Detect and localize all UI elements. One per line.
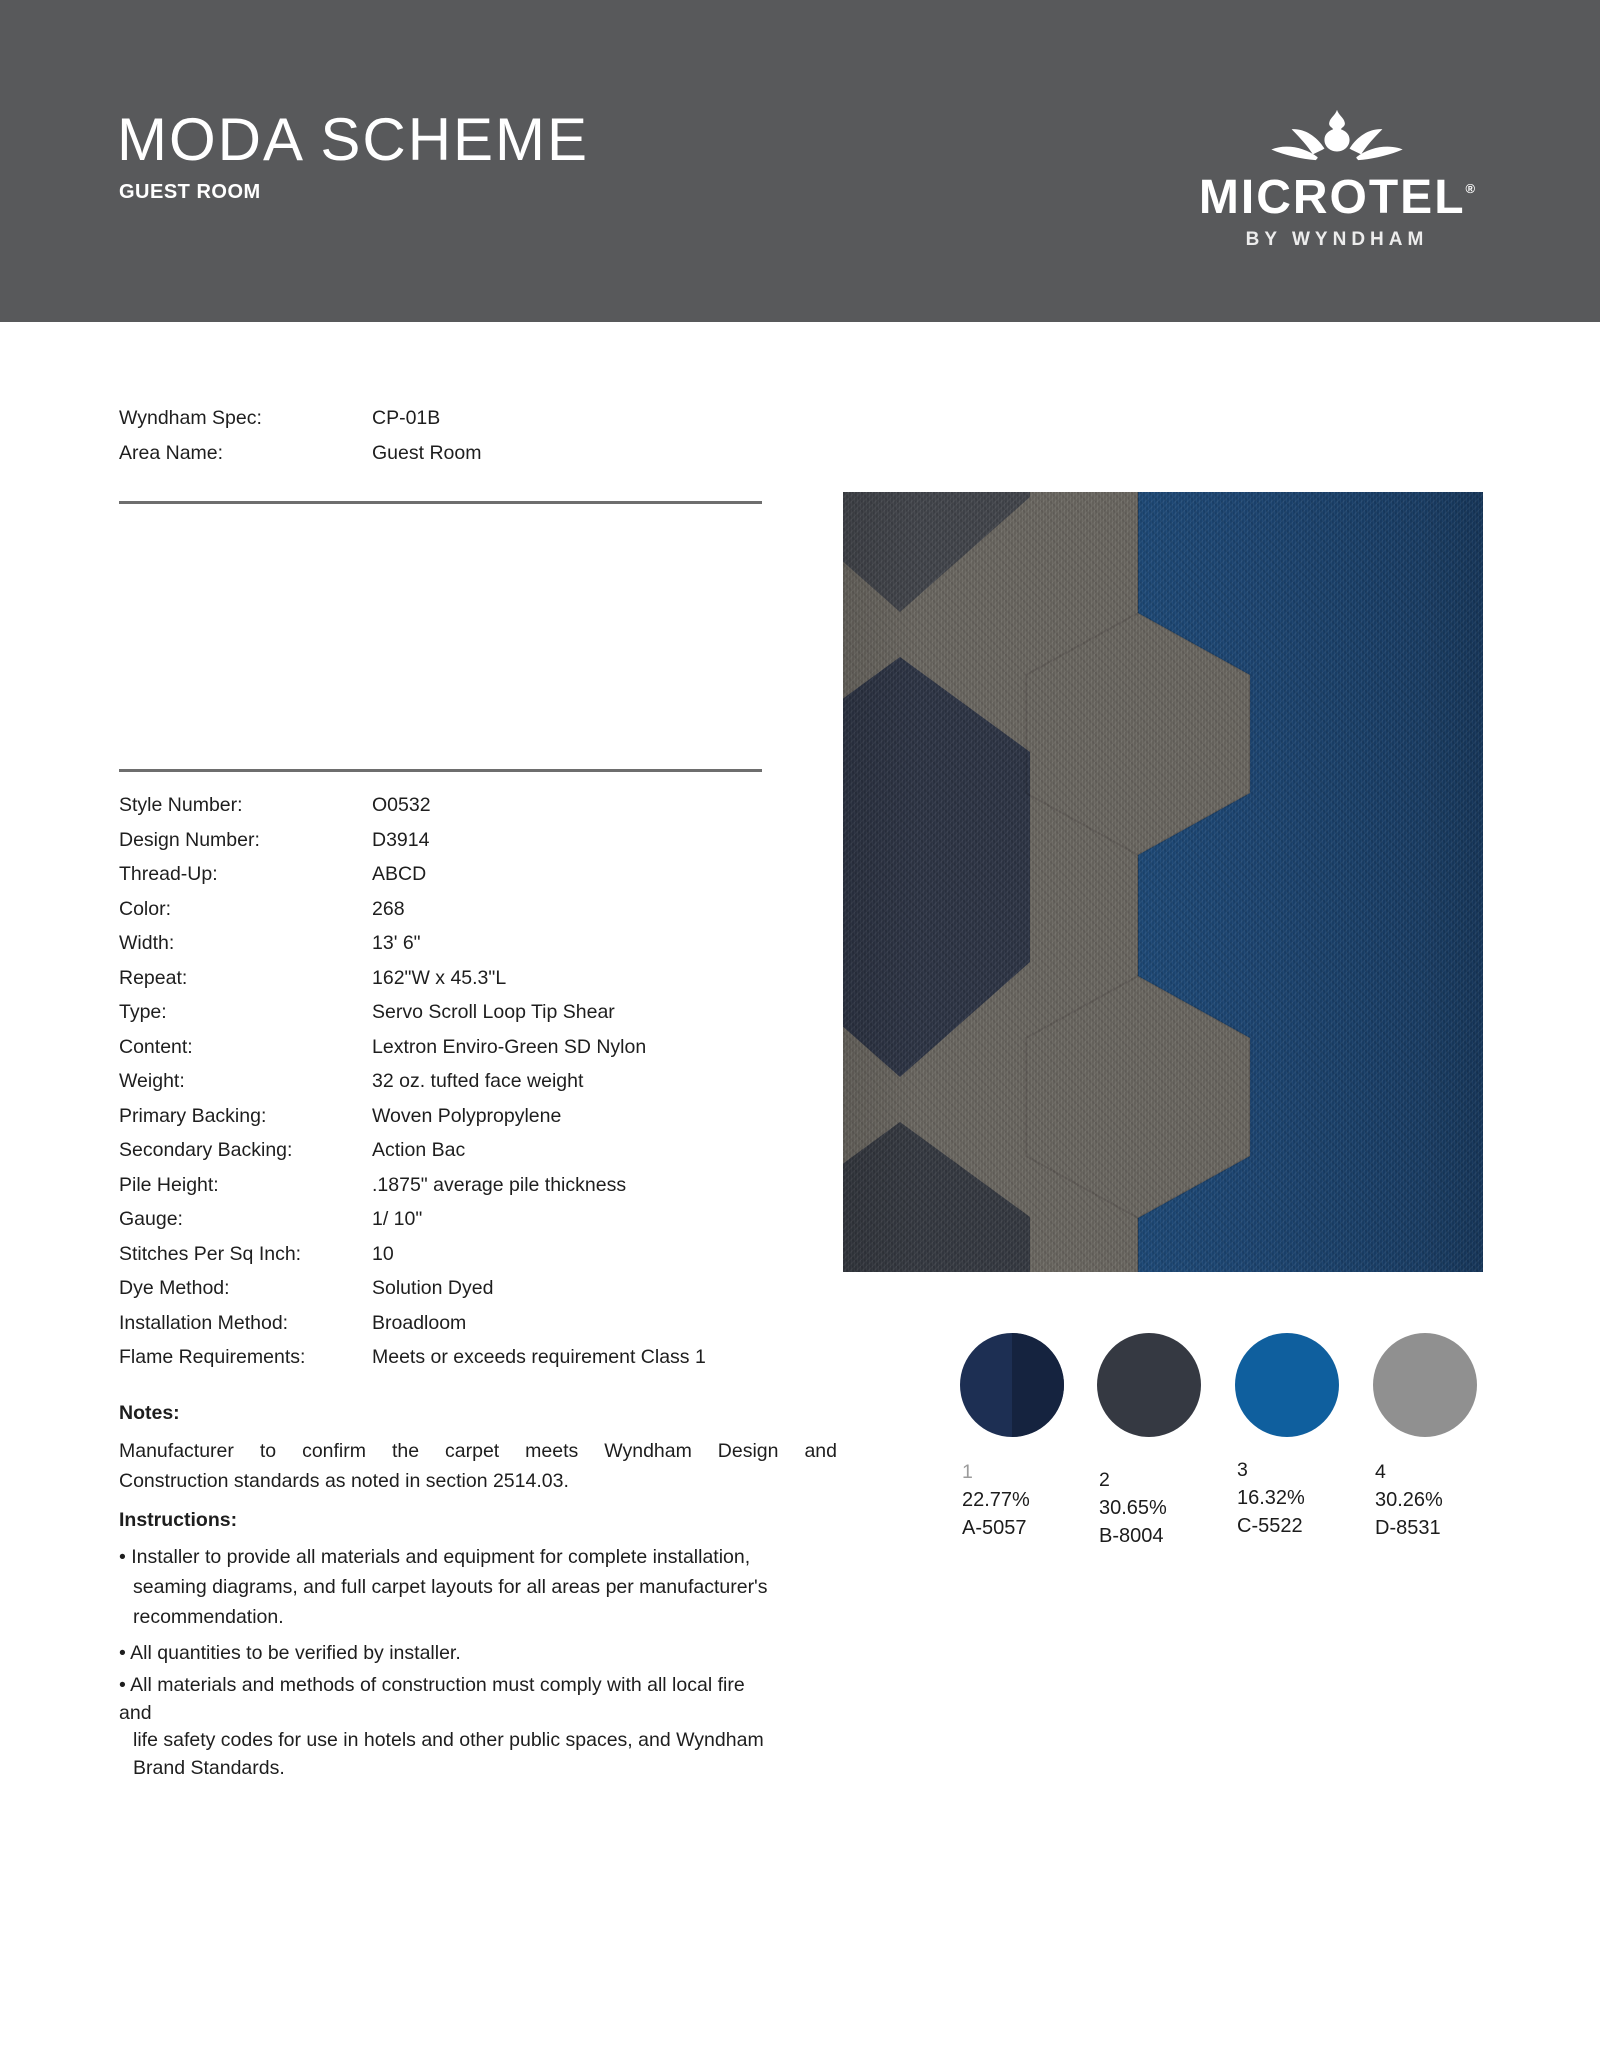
detail-label: Primary Backing:	[119, 1104, 267, 1127]
detail-label: Width:	[119, 932, 175, 954]
swatch-circle-4	[1373, 1333, 1477, 1437]
divider-line-top	[119, 501, 762, 504]
wyndham-byline: BY WYNDHAM	[1245, 229, 1429, 250]
detail-value: 268	[372, 897, 405, 920]
swatch-percent: 22.77%	[962, 1489, 1030, 1511]
page-title: MODA SCHEME	[117, 106, 590, 173]
notes-heading: Notes:	[119, 1402, 180, 1424]
instruction-bullet-line: • Installer to provide all materials and equipment for complete installation,	[119, 1546, 751, 1568]
detail-value: Meets or exceeds requirement Class 1	[372, 1346, 706, 1368]
spec-label: Area Name:	[119, 442, 224, 464]
instruction-bullet-line: • All materials and methods of construction must comply with all local fire	[119, 1674, 745, 1696]
detail-value: 13' 6"	[372, 932, 421, 954]
detail-label: Weight:	[119, 1070, 185, 1092]
instruction-bullet-line: • All quantities to be verified by installer.	[119, 1642, 461, 1664]
instruction-bullet-2	[119, 1638, 837, 1668]
swatch-label-1	[962, 1458, 1082, 1542]
detail-value: 32 oz. tufted face weight	[372, 1070, 584, 1092]
detail-label: Type:	[119, 1001, 167, 1023]
swatch-code: B-8004	[1099, 1525, 1164, 1547]
detail-value: O0532	[372, 794, 431, 816]
detail-value: Lextron Enviro-Green SD Nylon	[372, 1035, 647, 1058]
detail-row-content	[119, 1034, 843, 1069]
swatch-label-3	[1237, 1456, 1357, 1540]
swatch-label-4	[1375, 1458, 1495, 1542]
page-subtitle: GUEST ROOM	[119, 181, 261, 203]
detail-row-flame-requirements	[119, 1344, 843, 1379]
detail-row-style-number	[119, 792, 843, 827]
detail-label: Stitches Per Sq Inch:	[119, 1242, 302, 1265]
detail-label: Installation Method:	[119, 1311, 289, 1334]
detail-label: Color:	[119, 897, 172, 920]
swatch-percent: 30.65%	[1099, 1497, 1167, 1519]
detail-row-secondary-backing	[119, 1137, 843, 1172]
instruction-bullet-3	[119, 1672, 837, 1782]
detail-label: Thread-Up:	[119, 863, 218, 885]
spec-row-wyndham-spec	[119, 406, 839, 430]
microtel-wordmark	[1192, 164, 1482, 223]
detail-label: Secondary Backing:	[119, 1139, 293, 1161]
spec-label: Wyndham Spec:	[119, 407, 262, 429]
wyndham-crown-logo-icon	[1267, 108, 1407, 164]
swatch-percent: 30.26%	[1375, 1489, 1443, 1511]
swatch-circle-1-shade	[1012, 1333, 1064, 1437]
detail-label: Gauge:	[119, 1208, 183, 1230]
instruction-bullet-line: recommendation.	[133, 1606, 284, 1628]
detail-row-primary-backing	[119, 1103, 843, 1138]
detail-value: 1/ 10"	[372, 1208, 423, 1230]
detail-value: Broadloom	[372, 1311, 467, 1334]
instruction-bullet-line: seaming diagrams, and full carpet layouts for all areas per manufacturer's	[133, 1576, 768, 1598]
detail-row-stitches	[119, 1241, 843, 1276]
detail-label: Pile Height:	[119, 1173, 219, 1196]
detail-row-thread-up	[119, 861, 843, 896]
details-list	[119, 792, 843, 1379]
detail-value: 10	[372, 1242, 394, 1265]
instruction-bullet-line: and	[119, 1701, 152, 1724]
detail-row-dye-method	[119, 1275, 843, 1310]
detail-label: Design Number:	[119, 828, 260, 851]
swatch-code: D-8531	[1375, 1517, 1441, 1539]
detail-row-pile-height	[119, 1172, 843, 1207]
detail-label: Dye Method:	[119, 1277, 230, 1299]
instruction-bullet-line: life safety codes for use in hotels and other public spaces, and Wyndham	[133, 1729, 764, 1751]
divider-line-bottom	[119, 769, 762, 772]
detail-row-design-number	[119, 827, 843, 862]
carpet-sample-image	[843, 492, 1483, 1272]
registered-mark: ®	[1465, 181, 1476, 196]
swatch-percent: 16.32%	[1237, 1487, 1305, 1509]
detail-label: Flame Requirements:	[119, 1346, 306, 1368]
microtel-logo	[1192, 108, 1482, 251]
notes-text-line: Manufacturer to confirm the carpet meets Wyndham Design and	[119, 1440, 837, 1462]
instructions-heading: Instructions:	[119, 1509, 238, 1531]
detail-row-width	[119, 930, 843, 965]
detail-value: D3914	[372, 828, 430, 851]
detail-label: Style Number:	[119, 794, 243, 816]
swatch-number: 3	[1237, 1459, 1248, 1481]
spec-value: CP-01B	[372, 407, 441, 429]
detail-label: Content:	[119, 1035, 193, 1058]
spec-value: Guest Room	[372, 442, 482, 464]
brand-name-text: MICROTEL	[1198, 171, 1466, 224]
swatch-circle-3	[1235, 1333, 1339, 1437]
swatch-code: A-5057	[962, 1517, 1027, 1539]
swatch-circle-2	[1097, 1333, 1201, 1437]
detail-row-color	[119, 896, 843, 931]
header-band	[0, 0, 1600, 322]
detail-value: Woven Polypropylene	[372, 1104, 562, 1127]
detail-row-weight	[119, 1068, 843, 1103]
instruction-bullet-1	[119, 1542, 837, 1632]
swatch-number: 1	[962, 1461, 973, 1483]
detail-value: Servo Scroll Loop Tip Shear	[372, 1001, 615, 1023]
detail-row-gauge	[119, 1206, 843, 1241]
detail-value: 162"W x 45.3"L	[372, 966, 507, 989]
swatch-label-2	[1099, 1466, 1219, 1550]
detail-value: .1875" average pile thickness	[372, 1173, 627, 1196]
detail-value: Solution Dyed	[372, 1277, 494, 1299]
notes-section	[119, 1398, 837, 1782]
detail-row-repeat	[119, 965, 843, 1000]
detail-row-installation-method	[119, 1310, 843, 1345]
detail-label: Repeat:	[119, 966, 188, 989]
detail-value: ABCD	[372, 863, 427, 885]
detail-value: Action Bac	[372, 1139, 466, 1161]
swatch-number: 4	[1375, 1461, 1386, 1483]
swatch-number: 2	[1099, 1469, 1110, 1491]
spec-row-area-name	[119, 441, 839, 465]
swatch-circle-1	[960, 1333, 1064, 1437]
detail-row-type	[119, 999, 843, 1034]
swatch-code: C-5522	[1237, 1515, 1303, 1537]
notes-text-line: Construction standards as noted in section 2514.03.	[119, 1470, 569, 1492]
instruction-bullet-line: Brand Standards.	[133, 1756, 285, 1779]
